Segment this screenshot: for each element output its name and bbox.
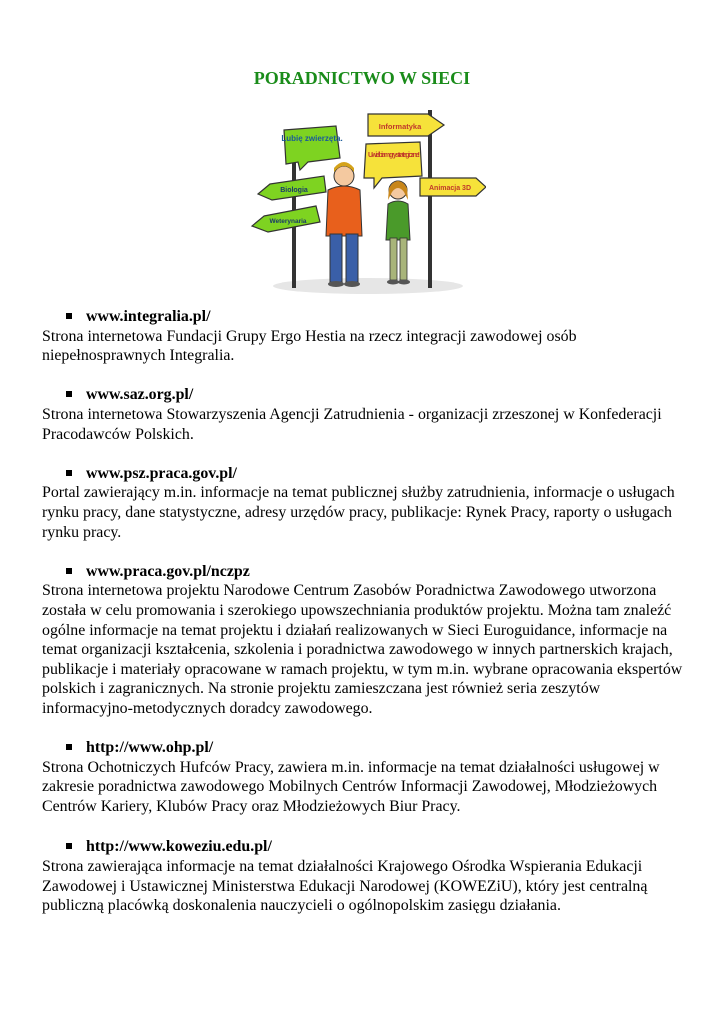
sign-lubie bbox=[281, 126, 342, 170]
sign-informatyka bbox=[368, 114, 444, 136]
sign-informatyka-text: Informatyka bbox=[378, 122, 422, 131]
list-item bbox=[42, 562, 692, 719]
entry-description: Portal zawierający m.in. informacje na temat publicznej służby zatrudnienia, informacje o usługach rynku pracy, dane statystyczne, adresy urzędów pracy, publikacje: Rynek Pracy, raporty o usługach rynku pracy. bbox=[42, 484, 675, 541]
entry-url-text[interactable]: www.praca.gov.pl/nczpz bbox=[86, 562, 250, 580]
bullet-icon bbox=[66, 313, 72, 319]
sign-animacja-text: Animacja 3D bbox=[428, 185, 472, 192]
sign-lubie-text: Lubię zwierzęta. bbox=[281, 134, 343, 143]
entry-url-text[interactable]: www.saz.org.pl/ bbox=[86, 386, 194, 404]
entry-description: Strona internetowa Stowarzyszenia Agencji Zatrudnienia - organizacji zrzeszonej w Konfederacji Pracodawców Polskich. bbox=[42, 405, 662, 443]
entry-url-link[interactable] bbox=[42, 837, 692, 857]
sign-uwielbiam bbox=[364, 142, 422, 188]
bullet-icon bbox=[66, 391, 72, 397]
entry-url-link[interactable] bbox=[42, 738, 692, 758]
sign-animacja bbox=[420, 178, 486, 196]
entry-description: Strona internetowa Fundacji Grupy Ergo Hestia na rzecz integracji zawodowej osób niepełnosprawnych Integralia. bbox=[42, 327, 577, 365]
entry-description: Strona zawierająca informacje na temat działalności Krajowego Ośrodka Wspierania Edukacji Zawodowej i Ustawicznej Ministerstwa Edukacji Narodowej (KOWEZiU), który jest centralną publiczną placówką doskonalenia nauczycieli o ogólnopolskim zasięgu działania. bbox=[42, 858, 648, 915]
entry-description: Strona Ochotniczych Hufców Pracy, zawiera m.in. informacje na temat działalności usługowej w zakresie poradnictwa zawodowego Mobilnych Centrów Informacji Zawodowej, Młodzieżowych Centrów Kariery, Klubów Pracy oraz Młodzieżowych Biur Pracy. bbox=[42, 758, 660, 815]
girl-figure bbox=[386, 181, 410, 285]
sign-weterynaria-text: Weterynaria bbox=[269, 218, 307, 225]
entry-url-link[interactable] bbox=[42, 385, 692, 405]
bullet-icon bbox=[66, 744, 72, 750]
entry-url-link[interactable] bbox=[42, 562, 692, 582]
sign-uwielbiam-text: Uwielbiam gry strategiczne! bbox=[368, 152, 420, 159]
sign-biologia-text: Biologia bbox=[280, 187, 308, 194]
entry-url-link[interactable] bbox=[42, 307, 692, 327]
entry-url-text[interactable]: http://www.koweziu.edu.pl/ bbox=[86, 838, 272, 856]
boy-figure bbox=[326, 162, 362, 287]
list-item bbox=[42, 464, 692, 542]
list-item bbox=[42, 307, 692, 366]
entry-url-text[interactable]: www.psz.praca.gov.pl/ bbox=[86, 464, 237, 482]
list-item bbox=[42, 837, 692, 915]
link-list bbox=[42, 307, 692, 935]
sign-weterynaria bbox=[252, 206, 320, 232]
career-signpost-illustration bbox=[250, 108, 486, 296]
entry-url-link[interactable] bbox=[42, 464, 692, 484]
entry-url-text[interactable]: http://www.ohp.pl/ bbox=[86, 739, 214, 757]
bullet-icon bbox=[66, 568, 72, 574]
list-item bbox=[42, 385, 692, 444]
list-item bbox=[42, 738, 692, 816]
bullet-icon bbox=[66, 470, 72, 476]
entry-description: Strona internetowa projektu Narodowe Centrum Zasobów Poradnictwa Zawodowego utworzona została w celu promowania i szerokiego upowszechniania produktów projektu. Można tam znaleźć ogólne informacje na temat projektu i działań realizowanych w Sieci Euroguidance, informacje na temat organizacji kształcenia, szkolenia i poradnictwa zawodowego w innych partnerskich krajach, publikacje i materiały opracowane w ramach projektu, w tym m.in. wybrane opracowania ekspertów polskich i zagranicznych. Na stronie projektu zamieszczana jest również seria zeszytów informacyjno-metodycznych doradcy zawodowego. bbox=[42, 582, 683, 717]
bullet-icon bbox=[66, 843, 72, 849]
entry-url-text[interactable]: www.integralia.pl/ bbox=[86, 308, 211, 325]
page-title: PORADNICTWO W SIECI bbox=[253, 68, 471, 88]
